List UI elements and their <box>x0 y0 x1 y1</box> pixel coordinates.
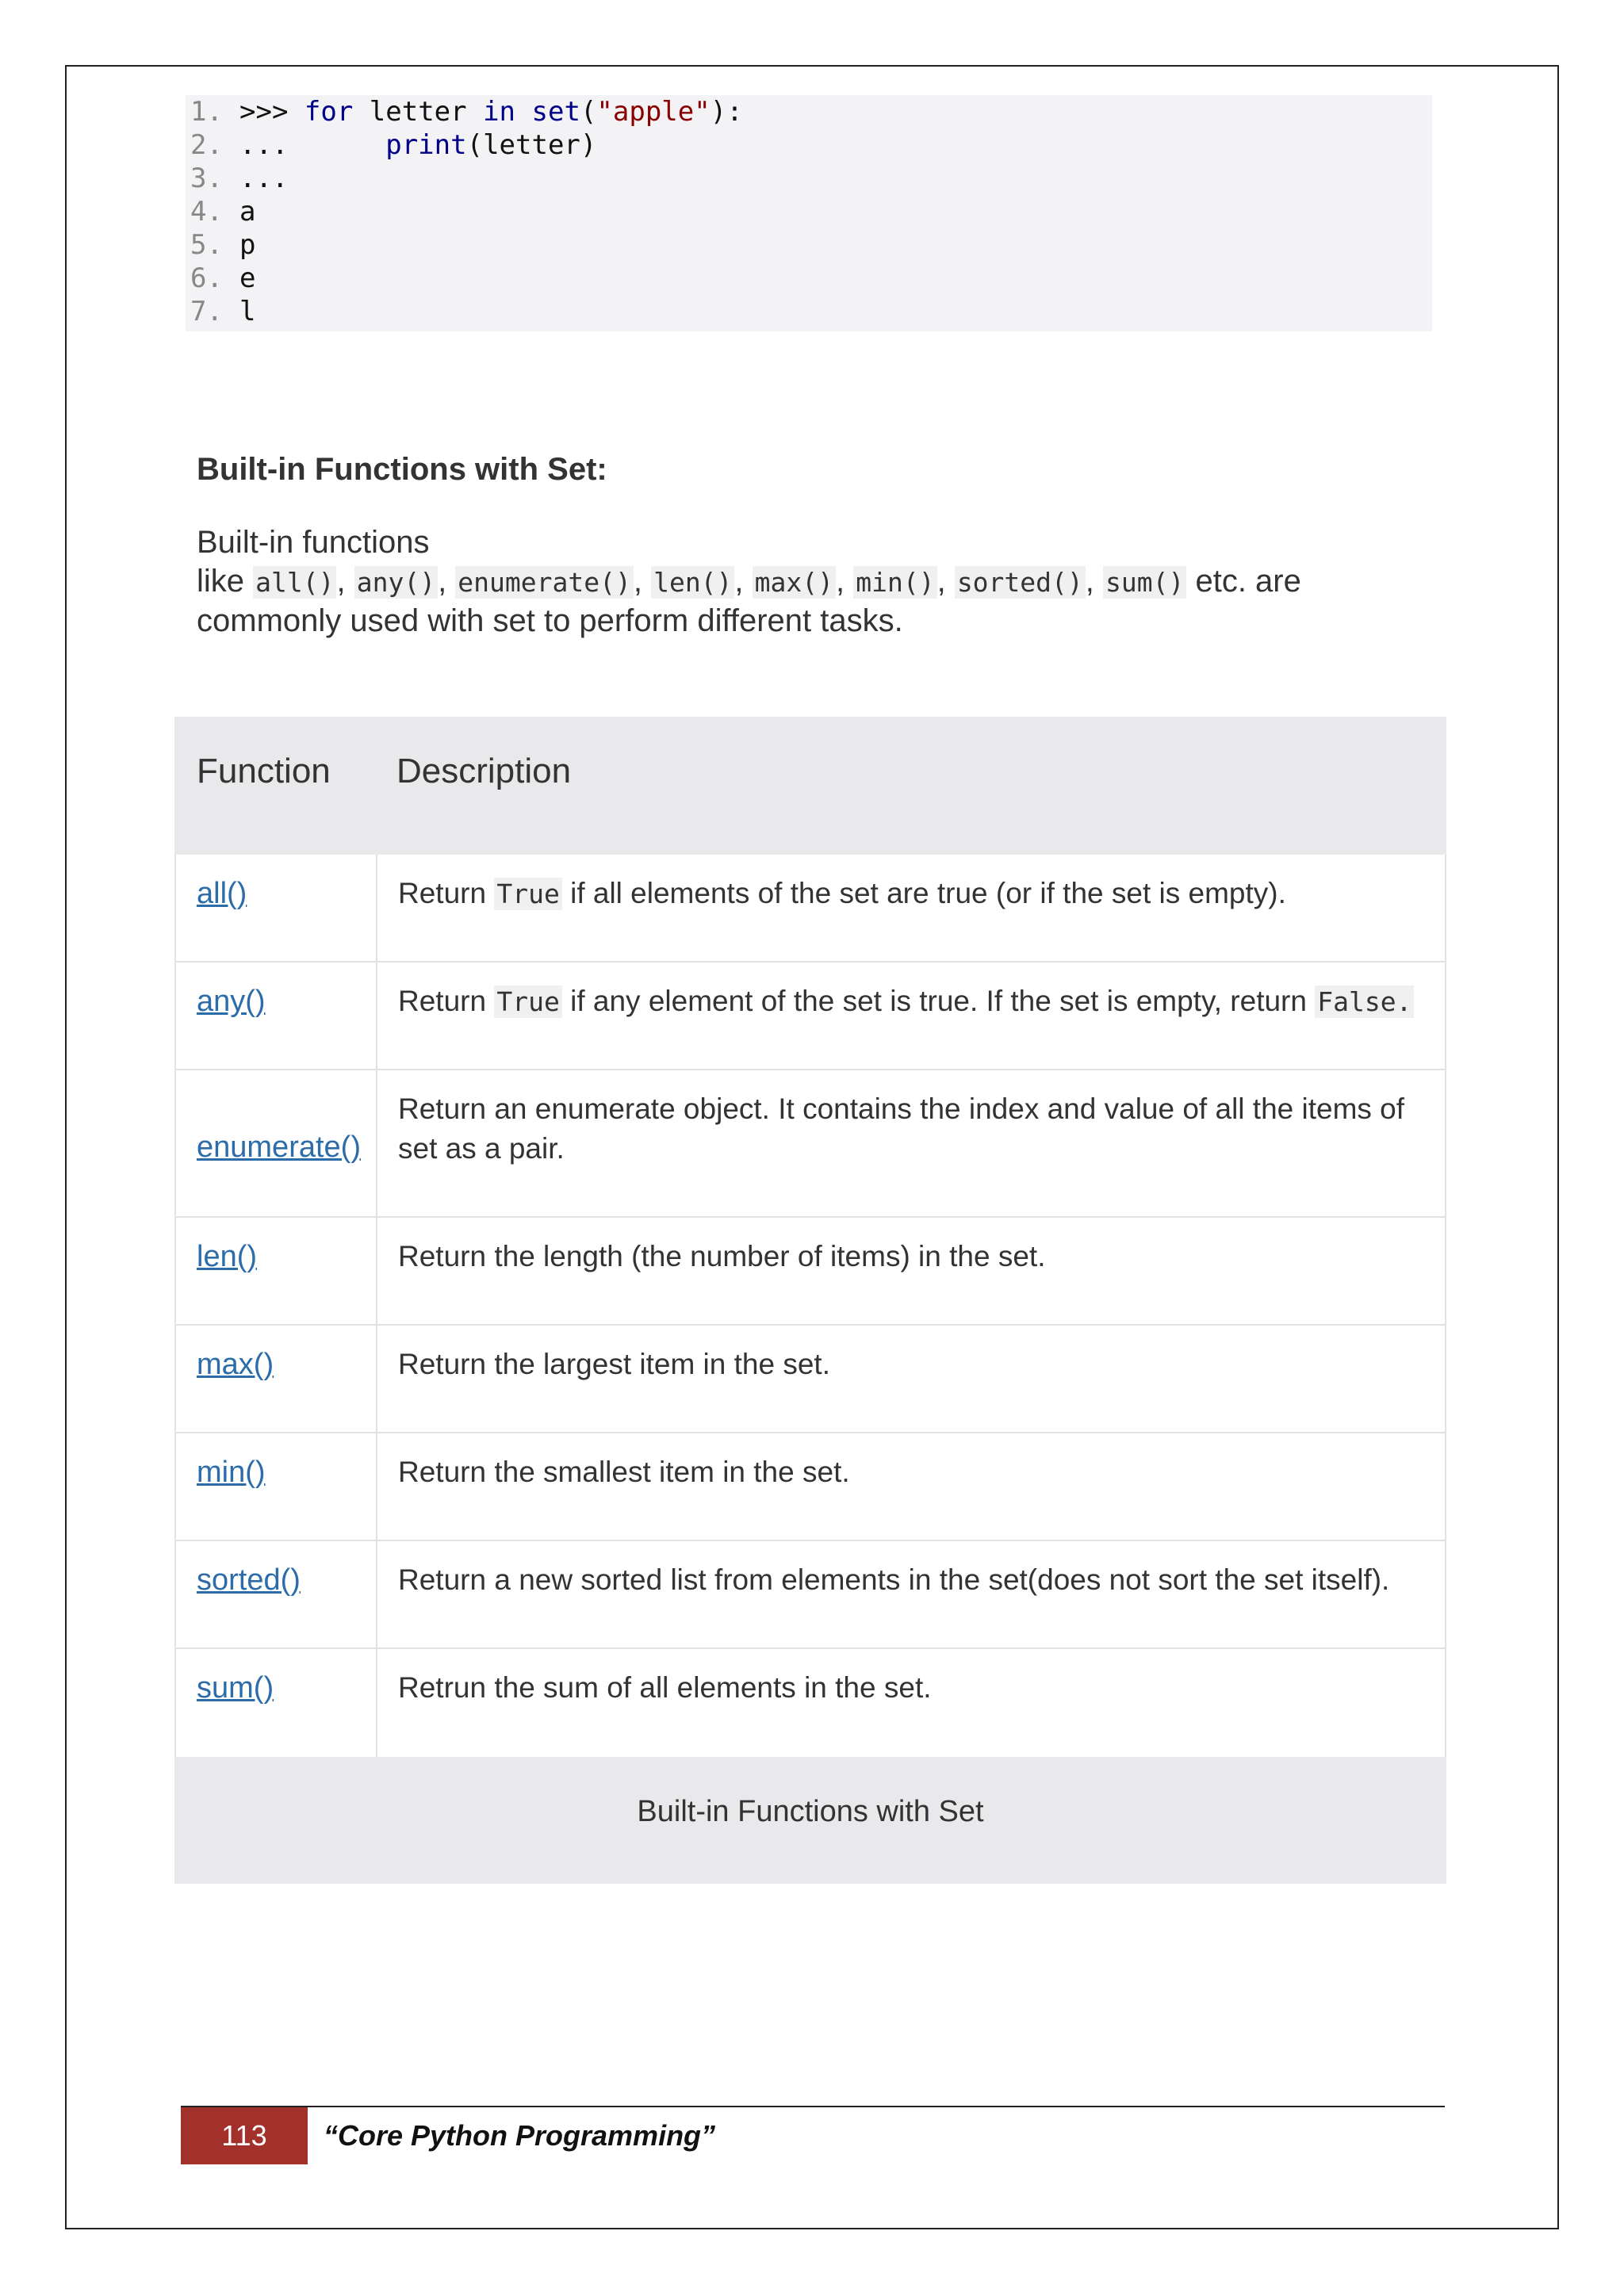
inline-code: sorted() <box>955 566 1086 599</box>
column-divider <box>376 1433 377 1540</box>
intro-line-1: Built-in functions <box>197 525 430 560</box>
book-title: “Core Python Programming” <box>324 2119 716 2152</box>
column-divider <box>376 962 377 1069</box>
column-divider <box>376 1326 377 1432</box>
inline-code: True <box>494 878 561 910</box>
code-line <box>190 262 255 295</box>
code-line <box>190 195 255 228</box>
code-token: ... <box>239 129 386 161</box>
inline-code: False. <box>1315 985 1414 1018</box>
column-divider <box>376 855 377 961</box>
code-block <box>186 95 1432 331</box>
intro-text: etc. are <box>1186 564 1301 599</box>
line-number: 3. <box>190 163 223 194</box>
inline-code: True <box>494 985 561 1018</box>
inline-code: any() <box>354 566 438 599</box>
separator: , <box>633 564 652 599</box>
line-number: 6. <box>190 262 223 294</box>
separator: , <box>836 564 854 599</box>
desc-text: Return <box>398 985 495 1017</box>
section-heading: Built-in Functions with Set: <box>197 452 607 487</box>
code-token: ): <box>710 96 743 128</box>
inline-code: max() <box>753 566 836 599</box>
intro-paragraph <box>197 523 1434 641</box>
table-row <box>174 1649 1446 1757</box>
separator: , <box>936 564 955 599</box>
table-row <box>174 1433 1446 1541</box>
inline-code: all() <box>253 566 336 599</box>
function-link-sum[interactable]: sum() <box>197 1671 274 1705</box>
line-number: 7. <box>190 296 223 327</box>
table-row <box>174 855 1446 962</box>
inline-code: sum() <box>1103 566 1186 599</box>
code-line <box>190 128 596 162</box>
separator: , <box>1085 564 1103 599</box>
table-row <box>174 1218 1446 1326</box>
code-token: print <box>385 129 467 161</box>
header-description: Description <box>396 752 572 790</box>
function-description: Return the length (the number of items) in the set. <box>398 1240 1046 1272</box>
table-row <box>174 962 1446 1070</box>
functions-table <box>174 717 1446 1884</box>
code-token: l <box>239 296 256 327</box>
function-link-enumerate[interactable]: enumerate() <box>197 1131 361 1164</box>
code-token: "apple" <box>596 96 710 128</box>
separator: , <box>438 564 456 599</box>
code-token: e <box>239 262 256 294</box>
header-function: Function <box>197 752 331 790</box>
code-token: set <box>531 96 580 128</box>
intro-line-3: commonly used with set to perform different tasks. <box>197 603 903 638</box>
code-token: letter <box>353 96 484 128</box>
line-number: 5. <box>190 229 223 261</box>
separator: , <box>734 564 753 599</box>
function-link-all[interactable]: all() <box>197 877 247 910</box>
page-number: 113 <box>181 2107 308 2164</box>
intro-line-2 <box>197 562 1434 602</box>
function-description: Return the largest item in the set. <box>398 1348 830 1380</box>
function-description: Return a new sorted list from elements in the set(does not sort the set itself). <box>398 1563 1390 1596</box>
function-link-max[interactable]: max() <box>197 1348 274 1381</box>
column-divider <box>376 1218 377 1324</box>
code-line <box>190 95 743 128</box>
code-token: (letter) <box>466 129 597 161</box>
table-caption-text: Built-in Functions with Set <box>637 1795 984 1828</box>
desc-text: Return <box>398 877 495 909</box>
function-description: Return an enumerate object. It contains the index and value of all the items of set as a pair. <box>398 1093 1405 1165</box>
function-link-len[interactable]: len() <box>197 1240 258 1273</box>
table-header <box>174 717 1446 855</box>
line-number: 2. <box>190 129 223 161</box>
code-token: a <box>239 196 256 228</box>
function-description <box>398 982 1429 1022</box>
code-line <box>190 228 255 262</box>
inline-code: enumerate() <box>455 566 634 599</box>
table-caption <box>174 1757 1446 1884</box>
desc-text: if any element of the set is true. If the set is empty, return <box>561 985 1316 1017</box>
function-link-sorted[interactable]: sorted() <box>197 1563 301 1597</box>
line-number: 1. <box>190 96 223 128</box>
function-link-min[interactable]: min() <box>197 1456 266 1489</box>
code-token: ... <box>239 163 289 194</box>
column-divider <box>376 1541 377 1647</box>
function-description <box>398 874 1429 914</box>
code-token: for <box>304 96 354 128</box>
code-line <box>190 162 288 195</box>
separator: , <box>336 564 354 599</box>
function-link-any[interactable]: any() <box>197 985 266 1018</box>
inline-code: min() <box>853 566 936 599</box>
code-token: ( <box>580 96 597 128</box>
desc-text: if all elements of the set are true (or if the set is empty). <box>561 877 1286 909</box>
column-divider <box>376 1649 377 1757</box>
function-description: Return the smallest item in the set. <box>398 1456 850 1488</box>
code-token <box>515 96 531 128</box>
function-description: Retrun the sum of all elements in the set. <box>398 1671 932 1704</box>
code-token: >>> <box>239 96 304 128</box>
table-row <box>174 1326 1446 1433</box>
code-token: p <box>239 229 256 261</box>
line-number: 4. <box>190 196 223 228</box>
table-row <box>174 1541 1446 1649</box>
intro-text: like <box>197 564 254 599</box>
code-token: in <box>483 96 516 128</box>
code-line <box>190 295 255 328</box>
table-row <box>174 1070 1446 1218</box>
inline-code: len() <box>651 566 734 599</box>
column-divider <box>376 1070 377 1216</box>
